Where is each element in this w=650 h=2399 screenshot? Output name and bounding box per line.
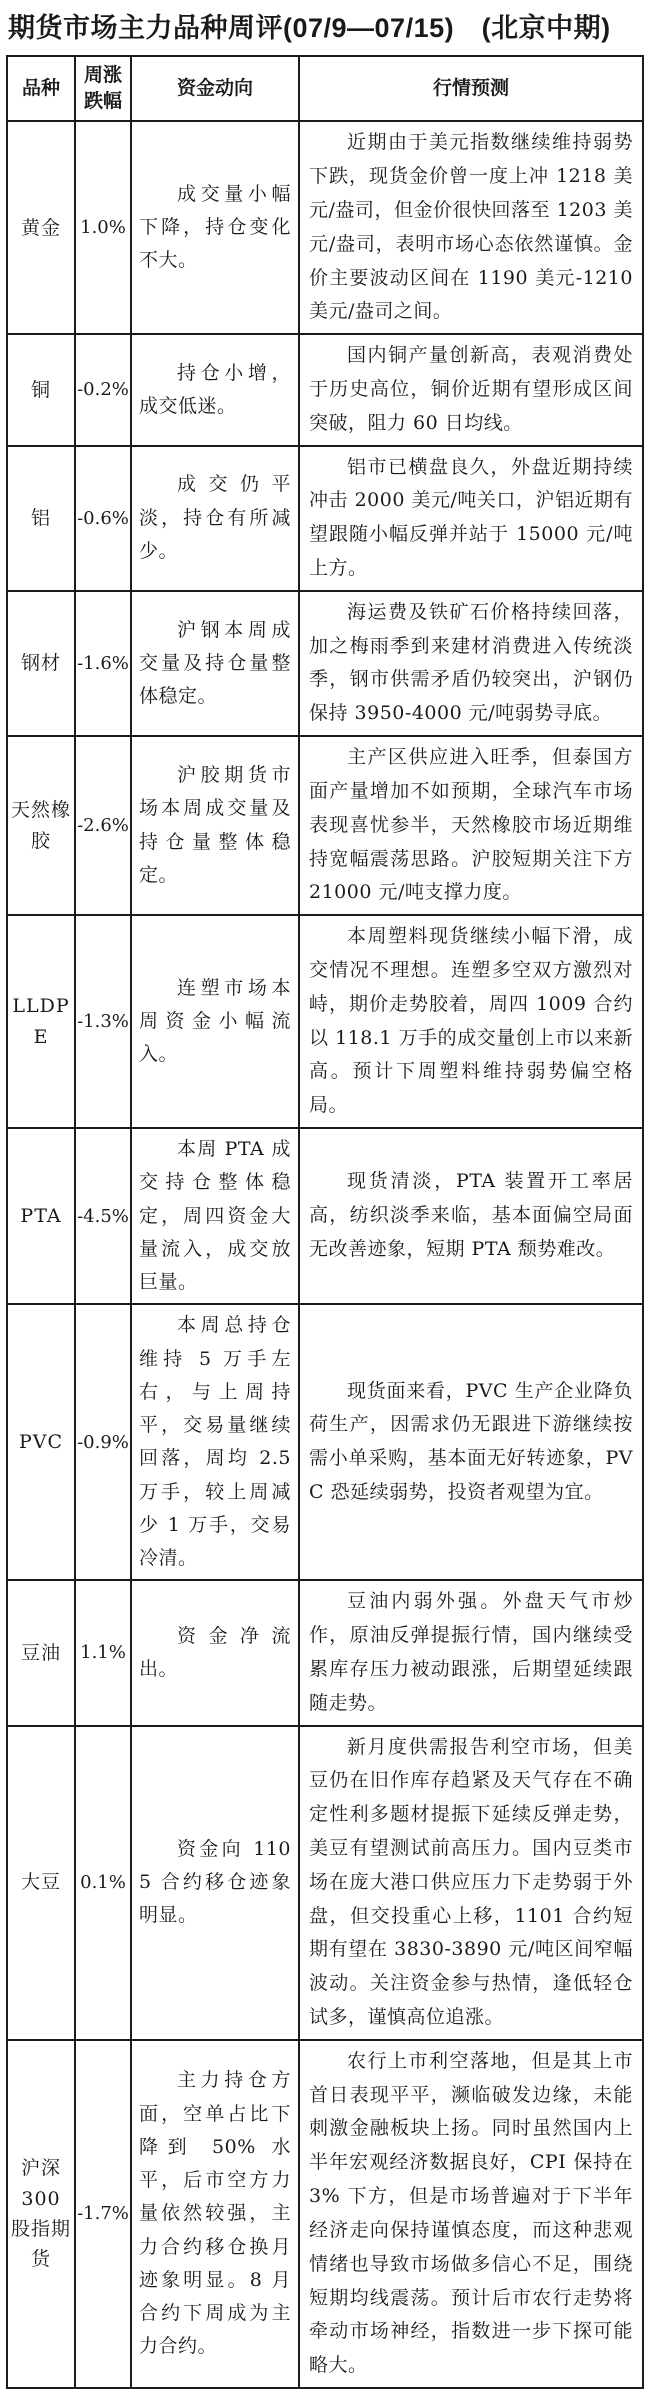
change-cell: -4.5% (75, 1128, 131, 1304)
table-row (7, 736, 643, 915)
forecast-cell: 国内铜产量创新高，表观消费处于历史高位，铜价近期有望形成区间突破，阻力 60 日均线。 (299, 334, 643, 445)
variety-cell: 沪深 300 股指期货 (7, 2040, 75, 2388)
header-variety: 品种 (7, 56, 75, 121)
table-row (7, 591, 643, 736)
change-cell: -1.7% (75, 2040, 131, 2388)
change-cell: -0.2% (75, 334, 131, 445)
table-row (7, 915, 643, 1128)
page-title: 期货市场主力品种周评(07/9—07/15) (北京中期) (8, 13, 611, 43)
change-cell: 0.1% (75, 1726, 131, 2040)
variety-cell: 大豆 (7, 1726, 75, 2040)
forecast-cell: 铝市已横盘良久，外盘近期持续冲击 2000 美元/吨关口，沪铝近期有望跟随小幅反弹并站于 15000 元/吨上方。 (299, 446, 643, 591)
forecast-cell: 海运费及铁矿石价格持续回落，加之梅雨季到来建材消费进入传统淡季，钢市供需矛盾仍较突出，沪钢仍保持 3950-4000 元/吨弱势寻底。 (299, 591, 643, 736)
header-funds: 资金动向 (131, 56, 299, 121)
variety-cell: LLDPE (7, 915, 75, 1128)
header-change: 周涨跌幅 (75, 56, 131, 121)
funds-cell: 本周 PTA 成交持仓整体稳定，周四资金大量流入，成交放巨量。 (131, 1128, 299, 1304)
funds-cell: 本周总持仓维持 5 万手左右，与上周持平，交易量继续回落，周均 2.5 万手，较上周减少 1 万手，交易冷清。 (131, 1304, 299, 1580)
funds-cell: 资金向 1105 合约移仓迹象明显。 (131, 1726, 299, 2040)
futures-review-table (6, 55, 644, 2389)
forecast-cell: 主产区供应进入旺季，但泰国方面产量增加不如预期，全球汽车市场表现喜忧参半，天然橡胶市场近期维持宽幅震荡思路。沪胶短期关注下方 21000 元/吨支撑力度。 (299, 736, 643, 915)
variety-cell: 钢材 (7, 591, 75, 736)
change-cell: -2.6% (75, 736, 131, 915)
forecast-cell: 现货面来看，PVC 生产企业降负荷生产，因需求仍无跟进下游继续按需小单采购，基本面无好转迹象，PVC 恐延续弱势，投资者观望为宜。 (299, 1304, 643, 1580)
funds-cell: 沪钢本周成交量及持仓量整体稳定。 (131, 591, 299, 736)
forecast-cell: 现货清淡，PTA 装置开工率居高，纺织淡季来临，基本面偏空局面无改善迹象，短期 PTA 颓势难改。 (299, 1128, 643, 1304)
change-cell: -0.9% (75, 1304, 131, 1580)
header-row (7, 56, 643, 121)
forecast-cell: 豆油内弱外强。外盘天气市炒作，原油反弹提振行情，国内继续受累库存压力被动跟涨，后期望延续跟随走势。 (299, 1580, 643, 1725)
funds-cell: 主力持仓方面，空单占比下降到 50% 水平，后市空方力量依然较强，主力合约移仓换月迹象明显。8 月合约下周成为主力合约。 (131, 2040, 299, 2388)
variety-cell: 铝 (7, 446, 75, 591)
table-row (7, 1128, 643, 1304)
change-cell: 1.1% (75, 1580, 131, 1725)
forecast-cell: 近期由于美元指数继续维持弱势下跌，现货金价曾一度上冲 1218 美元/盎司，但金价很快回落至 1203 美元/盎司，表明市场心态依然谨慎。金价主要波动区间在 1190 美元-1210 美元/盎司之间。 (299, 121, 643, 334)
variety-cell: 铜 (7, 334, 75, 445)
table-row (7, 1580, 643, 1725)
variety-cell: PTA (7, 1128, 75, 1304)
variety-cell: 豆油 (7, 1580, 75, 1725)
funds-cell: 成交量小幅下降，持仓变化不大。 (131, 121, 299, 334)
table-row (7, 121, 643, 334)
change-cell: -0.6% (75, 446, 131, 591)
funds-cell: 沪胶期货市场本周成交量及持仓量整体稳定。 (131, 736, 299, 915)
funds-cell: 持仓小增，成交低迷。 (131, 334, 299, 445)
table-row (7, 1726, 643, 2040)
table-row (7, 334, 643, 445)
table-row (7, 446, 643, 591)
forecast-cell: 农行上市利空落地，但是其上市首日表现平平，濒临破发边缘，未能刺激金融板块上扬。同时虽然国内上半年宏观经济数据良好，CPI 保持在 3% 下方，但是市场普遍对于下半年经济走向保持谨慎态度，而这种悲观情绪也导致市场做多信心不足，围绕短期均线震荡。预计后市农行走势将牵动市场神经，指数进一步下探可能略大。 (299, 2040, 643, 2388)
forecast-cell: 本周塑料现货继续小幅下滑，成交情况不理想。连塑多空双方激烈对峙，期价走势胶着，周四 1009 合约以 118.1 万手的成交量创上市以来新高。预计下周塑料维持弱势偏空格局。 (299, 915, 643, 1128)
funds-cell: 连塑市场本周资金小幅流入。 (131, 915, 299, 1128)
forecast-cell: 新月度供需报告利空市场，但美豆仍在旧作库存趋紧及天气存在不确定性利多题材提振下延续反弹走势，美豆有望测试前高压力。国内豆类市场在庞大港口供应压力下走势弱于外盘，但交投重心上移，1101 合约短期有望在 3830-3890 元/吨区间窄幅波动。关注资金参与热情，逢低轻仓试多，谨慎高位追涨。 (299, 1726, 643, 2040)
funds-cell: 成交仍平淡，持仓有所减少。 (131, 446, 299, 591)
change-cell: -1.6% (75, 591, 131, 736)
variety-cell: PVC (7, 1304, 75, 1580)
variety-cell: 黄金 (7, 121, 75, 334)
table-row (7, 1304, 643, 1580)
change-cell: -1.3% (75, 915, 131, 1128)
header-forecast: 行情预测 (299, 56, 643, 121)
variety-cell: 天然橡胶 (7, 736, 75, 915)
table-row (7, 2040, 643, 2388)
change-cell: 1.0% (75, 121, 131, 334)
funds-cell: 资金净流出。 (131, 1580, 299, 1725)
